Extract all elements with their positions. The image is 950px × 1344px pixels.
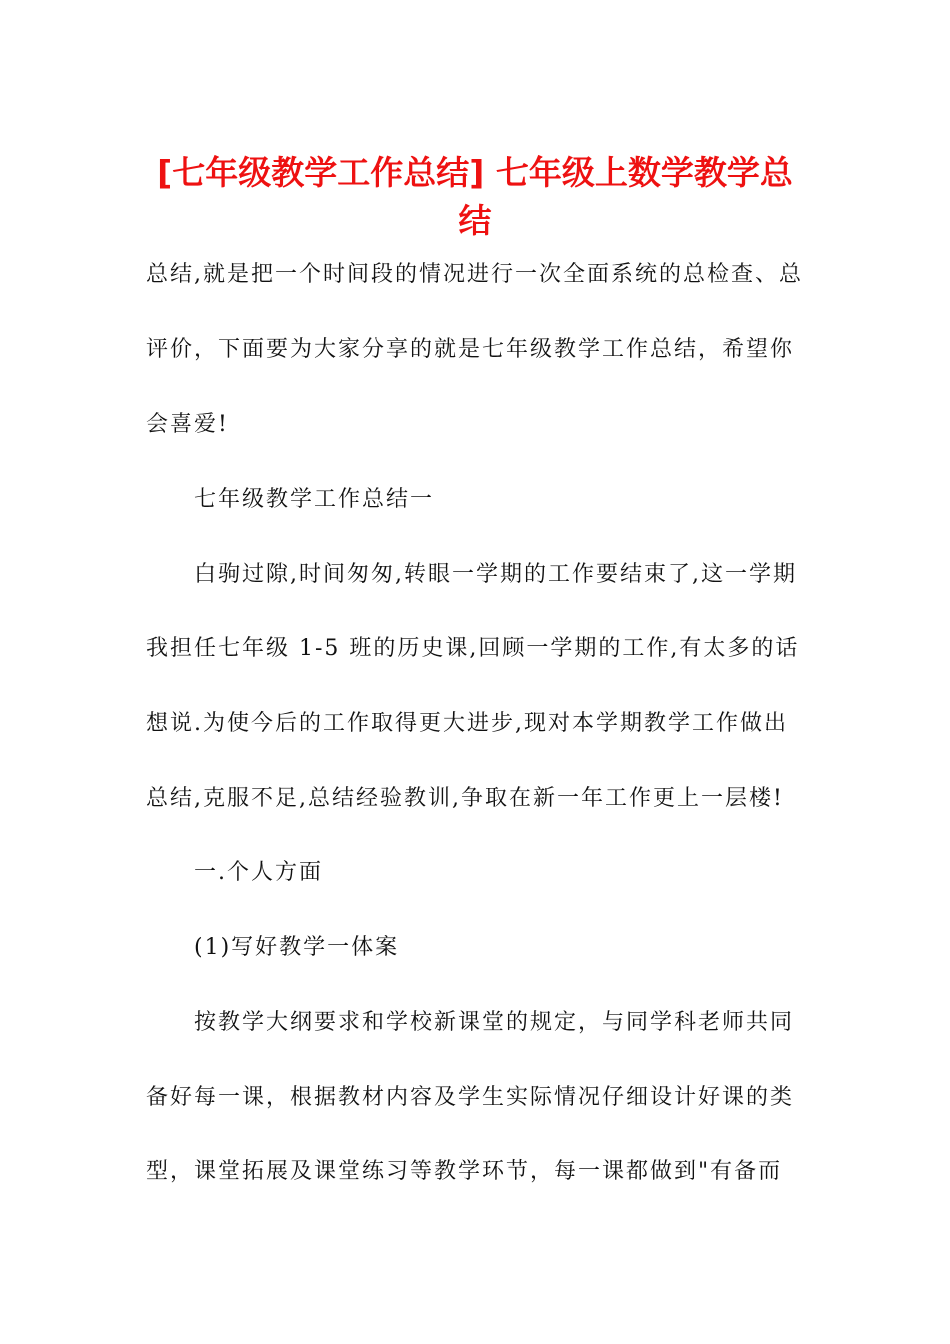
body-line: 我担任七年级 1-5 班的历史课,回顾一学期的工作,有太多的话 xyxy=(146,636,800,661)
body-line: 备好每一课，根据教材内容及学生实际情况仔细设计好课的类 xyxy=(146,1085,795,1110)
section-heading: 七年级教学工作总结一 xyxy=(194,487,435,512)
body-line: 总结,就是把一个时间段的情况进行一次全面系统的总检查、总 xyxy=(146,262,803,287)
body-line: 总结,克服不足,总结经验教训,争取在新一年工作更上一层楼! xyxy=(146,786,784,811)
body-line: 评价，下面要为大家分享的就是七年级教学工作总结，希望你 xyxy=(146,337,795,362)
document-title-line-2: 结 xyxy=(458,201,492,240)
body-line: 想说.为使今后的工作取得更大进步,现对本学期教学工作做出 xyxy=(146,711,788,736)
body-line: 按教学大纲要求和学校新课堂的规定，与同学科老师共同 xyxy=(194,1010,795,1035)
body-line: 白驹过隙,时间匆匆,转眼一学期的工作要结束了,这一学期 xyxy=(194,562,797,587)
document-title-line-1: [七年级教学工作总结] 七年级上数学教学总 xyxy=(157,153,793,192)
body-line: 会喜爱! xyxy=(146,412,229,437)
body-line: 型，课堂拓展及课堂练习等教学环节，每一课都做到"有备而 xyxy=(146,1159,783,1184)
subsection-heading: (1)写好教学一体案 xyxy=(194,935,400,960)
subsection-heading: 一.个人方面 xyxy=(194,860,323,885)
